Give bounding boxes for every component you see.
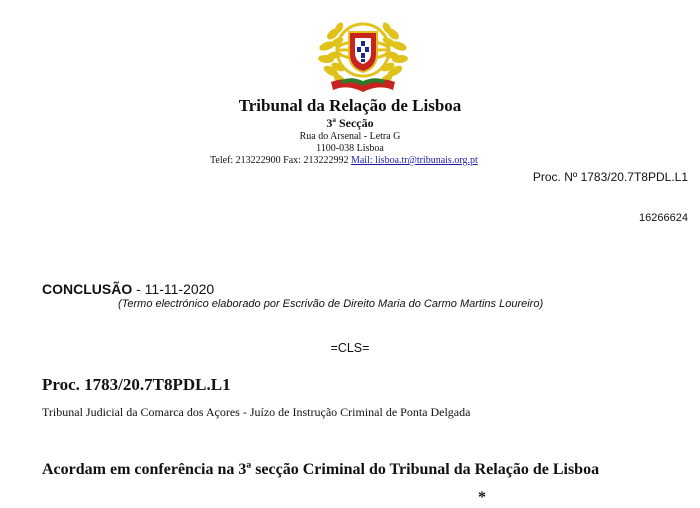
process-reference: Proc. Nº 1783/20.7T8PDL.L1	[532, 170, 688, 184]
court-origin: Tribunal Judicial da Comarca dos Açores - Juízo de Instrução Criminal de Ponta Delgada	[42, 405, 471, 419]
conclusao-date: - 11-11-2020	[132, 281, 215, 297]
process-title: Proc. 1783/20.7T8PDL.L1	[42, 375, 231, 394]
separator-asterisk: *	[478, 489, 486, 506]
email-link[interactable]: Mail: lisboa.tr@tribunais.org.pt	[350, 155, 478, 166]
cls-marker: =CLS=	[330, 341, 370, 355]
address-line-2: 1100-038 Lisboa	[316, 143, 384, 154]
conclusao-label: CONCLUSÃO	[42, 281, 133, 297]
court-name: Tribunal da Relação de Lisboa	[238, 96, 462, 115]
phone-fax: Telef: 213222900 Fax: 213222992	[210, 155, 349, 166]
address-line-1: Rua do Arsenal - Letra G	[299, 131, 401, 142]
document-number: 16266624	[639, 212, 688, 224]
court-section: 3ª Secção	[326, 116, 374, 130]
ribbon	[331, 78, 395, 92]
acordam-heading: Acordam em conferência na 3ª secção Criminal do Tribunal da Relação de Lisboa	[42, 461, 600, 478]
shield	[349, 32, 377, 72]
termo-note: (Termo electrónico elaborado por Escrivão de Direito Maria do Carmo Martins Loureiro)	[118, 298, 544, 310]
contact-line	[210, 155, 478, 166]
coat-of-arms-emblem	[313, 10, 413, 96]
conclusao-line	[42, 281, 214, 297]
